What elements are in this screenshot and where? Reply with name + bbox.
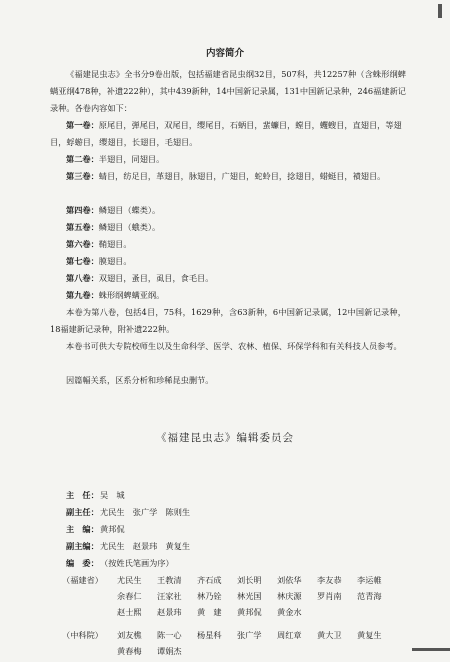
volume-2: 第二卷：半翅目，同翅目。 bbox=[66, 154, 165, 164]
member-name: 范青海 bbox=[357, 591, 382, 601]
volume-1: 第一卷：原尾目，弹尾目，双尾目，缨尾目，石蛃目，蜚蠊目，螳目，蠼螋目，直翅目，等翅目，蜉蝣目，缨翅目，长翅目，毛翅目。 bbox=[50, 120, 402, 147]
member-name: 黄 建 bbox=[197, 607, 222, 617]
intro-title: 内容简介 bbox=[205, 48, 244, 59]
role-label: 主 任： bbox=[66, 490, 99, 500]
role-label: 主 编： bbox=[66, 524, 99, 534]
role-value: （按姓氏笔画为序） bbox=[100, 558, 174, 568]
scan-edge-mark bbox=[438, 4, 442, 18]
member-name: 尤民生 bbox=[117, 575, 142, 585]
volume-4: 第四卷：鳞翅目（蝶类）。 bbox=[66, 205, 161, 215]
committee-title: 《福建昆虫志》编辑委员会 bbox=[156, 432, 294, 444]
volume-5: 第五卷：鳞翅目（蛾类）。 bbox=[66, 222, 161, 232]
member-name: 张广学 bbox=[237, 630, 262, 640]
member-name: 林庆源 bbox=[277, 591, 302, 601]
volume-summary: 本卷为第八卷，包括4目，75科，1629种，含63新种，6中国新记录属，12中国新记录种，18福建新记录种，附补遗222种。 bbox=[50, 307, 406, 334]
role-label: 副主任： bbox=[66, 507, 99, 517]
volume-3: 第三卷：蜻目，纺足目，革翅目，脉翅目，广翅目，蛇蛉目，捻翅目，蜡蜓目，襀翅目。 bbox=[66, 171, 386, 181]
member-name: 赵士熙 bbox=[117, 607, 142, 617]
member-name: 刘友樵 bbox=[117, 630, 142, 640]
member-name: 黄邦侃 bbox=[237, 607, 262, 617]
member-name: 余春仁 bbox=[117, 591, 142, 601]
member-name: 黄春梅 bbox=[117, 646, 142, 656]
volume-6: 第六卷：鞘翅目。 bbox=[66, 239, 132, 249]
member-name: 罗肖南 bbox=[317, 591, 342, 601]
member-name: 陈一心 bbox=[157, 630, 182, 640]
role-value: 尤民生 张广学 陈则生 bbox=[100, 507, 191, 517]
role-value: 黄邦侃 bbox=[100, 524, 125, 534]
volume-7: 第七卷：膜翅目。 bbox=[66, 256, 132, 266]
intro-paragraph: 《福建昆虫志》全书分9卷出版，包括福建省昆虫纲32目，507科，共12257种（含蛛形纲蜱螨亚纲478种，补遗222种），其中439新种，14中国新记录属，131中国新记录种，246福建新记录种。各卷内容如下： bbox=[50, 69, 406, 113]
role-value: 尤民生 赵景玮 黄复生 bbox=[100, 541, 191, 551]
member-name: 刘长明 bbox=[237, 575, 262, 585]
member-list bbox=[117, 630, 417, 662]
member-name: 谭娟杰 bbox=[157, 646, 182, 656]
member-name: 李运帷 bbox=[357, 575, 382, 585]
member-name: 黄金水 bbox=[277, 607, 302, 617]
role-label: 编 委： bbox=[66, 558, 99, 568]
member-list bbox=[117, 575, 417, 623]
role-value: 吴 城 bbox=[100, 490, 125, 500]
member-name: 李友恭 bbox=[317, 575, 342, 585]
volume-8: 第八卷：双翅目，蚤目，虱目，食毛目。 bbox=[66, 273, 214, 283]
member-name: 齐石成 bbox=[197, 575, 222, 585]
group-label: （中科院） bbox=[62, 630, 103, 640]
member-name: 林乃铨 bbox=[197, 591, 222, 601]
volume-9: 第九卷：蛛形纲蜱螨亚纲。 bbox=[66, 290, 165, 300]
member-name: 杨星科 bbox=[197, 630, 222, 640]
member-name: 王教清 bbox=[157, 575, 182, 585]
member-name: 林光国 bbox=[237, 591, 262, 601]
member-name: 赵景玮 bbox=[157, 607, 182, 617]
audience-note: 本卷书可供大专院校师生以及生命科学、医学、农林、植保、环保学科和有关科技人员参考。 bbox=[66, 341, 402, 351]
omission-note: 因篇幅关系，区系分析和珍稀昆虫删节。 bbox=[66, 375, 214, 385]
group-label: （福建省） bbox=[62, 575, 103, 585]
member-name: 刘依华 bbox=[277, 575, 302, 585]
scan-edge-mark bbox=[412, 648, 450, 651]
role-label: 副主编： bbox=[66, 541, 99, 551]
member-name: 周红章 bbox=[277, 630, 302, 640]
member-name: 黄大卫 bbox=[317, 630, 342, 640]
member-name: 黄复生 bbox=[357, 630, 382, 640]
member-name: 汪家社 bbox=[157, 591, 182, 601]
